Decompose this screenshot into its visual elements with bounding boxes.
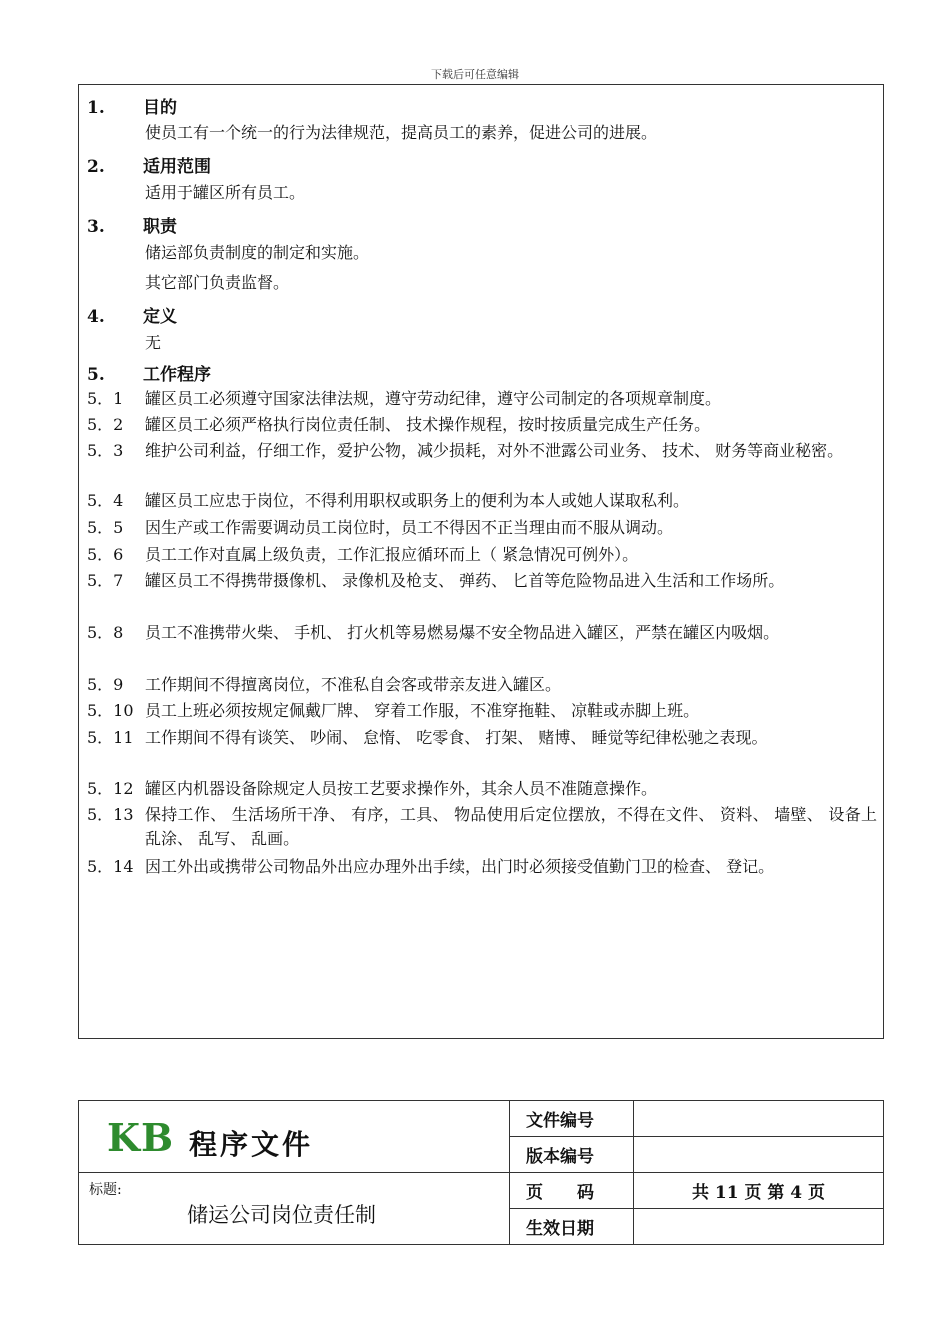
procedure-item [87,413,877,437]
procedure-item [87,803,877,851]
section-title: 职责 [143,217,177,237]
item-number: 5．6 [87,545,124,564]
section-body-line: 其它部门负责监督。 [145,273,290,292]
section-number: 3. [87,217,105,237]
content-box [78,84,884,1039]
section-heading-procedure [87,360,211,385]
version-label: 版本编号 [510,1137,634,1173]
item-text: 员工上班必须按规定佩戴厂牌、 穿着工作服，不准穿拖鞋、 凉鞋或赤脚上班。 [145,701,700,720]
title-label: 标题: [89,1182,122,1198]
item-number: 5．14 [87,857,134,876]
page-value: 共 11 页 第 4 页 [634,1173,884,1209]
item-number: 5．9 [87,675,124,694]
item-number: 5．5 [87,518,124,537]
item-number: 5．3 [87,441,124,460]
item-text: 员工不准携带火柴、 手机、 打火机等易燃易爆不安全物品进入罐区，严禁在罐区内吸烟。 [145,623,780,642]
item-number: 5．1 [87,389,124,408]
section-number: 1. [87,98,105,118]
item-number: 5．10 [87,701,134,720]
procedure-item [87,777,877,801]
item-text: 罐区员工不得携带摄像机、 录像机及枪支、 弹药、 匕首等危险物品进入生活和工作场所。 [145,571,785,590]
item-number: 5．2 [87,415,124,434]
item-text: 员工工作对直属上级负责，工作汇报应循环而上（ 紧急情况可例外）。 [145,545,639,564]
procedure-item [87,855,877,879]
section-body-line: 适用于罐区所有员工。 [145,183,306,202]
doc-number-value [634,1101,884,1137]
item-text: 罐区内机器设备除规定人员按工艺要求操作外，其余人员不准随意操作。 [145,779,658,798]
title-cell [79,1173,510,1245]
version-value [634,1137,884,1173]
section-heading-definition [87,302,177,327]
procedure-item [87,699,877,723]
item-text: 工作期间不得有谈笑、 吵闹、 怠惰、 吃零食、 打架、 赌博、 睡觉等纪律松驰之表现。 [145,728,768,747]
section-title: 工作程序 [143,365,211,385]
item-text: 因生产或工作需要调动员工岗位时，员工不得因不正当理由而不服从调动。 [145,518,674,537]
procedure-item [87,569,877,593]
procedure-item [87,673,877,697]
item-number: 5．13 [87,805,134,824]
item-text: 罐区员工必须严格执行岗位责任制、 技术操作规程，按时按质量完成生产任务。 [145,415,711,434]
section-number: 4. [87,307,105,327]
doc-number-label: 文件编号 [510,1101,634,1137]
procedure-item [87,516,877,540]
procedure-item [87,543,877,567]
section-body-line: 使员工有一个统一的行为法律规范，提高员工的素养，促进公司的进展。 [145,123,658,142]
section-body-line: 储运部负责制度的制定和实施。 [145,243,370,262]
document-title: 储运公司岗位责任制 [187,1203,376,1227]
item-text: 保持工作、 生活场所干净、 有序，工具、 物品使用后定位摆放，不得在文件、 资料、 墙壁、 设备上乱涂、 乱写、 乱画。 [145,805,877,848]
item-number: 5．11 [87,728,134,747]
item-number: 5．8 [87,623,124,642]
section-number: 2. [87,157,105,177]
procedure-item [87,387,877,411]
procedure-item [87,439,877,463]
document-footer-table [78,1100,884,1245]
procedure-item [87,726,877,750]
item-text: 罐区员工必须遵守国家法律法规，遵守劳动纪律，遵守公司制定的各项规章制度。 [145,389,722,408]
company-logo: KB [107,1115,175,1160]
section-body-line: 无 [145,333,162,352]
section-title: 适用范围 [143,157,211,177]
effective-date-value [634,1209,884,1245]
effective-date-label: 生效日期 [510,1209,634,1245]
item-text: 工作期间不得擅离岗位，不准私自会客或带亲友进入罐区。 [145,675,562,694]
item-text: 因工外出或携带公司物品外出应办理外出手续，出门时必须接受值勤门卫的检查、 登记。 [145,857,775,876]
section-number: 5. [87,365,105,385]
logo-cell [79,1101,510,1173]
item-number: 5．4 [87,491,124,510]
doc-type-title: 程序文件 [189,1128,314,1161]
item-number: 5．12 [87,779,134,798]
procedure-item [87,489,877,513]
watermark-text: 下载后可任意编辑 [431,68,519,81]
section-heading-purpose [87,93,177,118]
procedure-item [87,621,877,645]
item-text: 罐区员工应忠于岗位，不得利用职权或职务上的便利为本人或她人谋取私利。 [145,491,690,510]
section-heading-scope [87,152,211,177]
item-text: 维护公司利益，仔细工作，爱护公物，减少损耗，对外不泄露公司业务、 技术、 财务等商业秘密。 [145,441,844,460]
section-heading-duties [87,212,177,237]
item-number: 5．7 [87,571,124,590]
section-title: 定义 [143,307,177,327]
section-title: 目的 [143,98,177,118]
page-label: 页 码 [510,1173,634,1209]
